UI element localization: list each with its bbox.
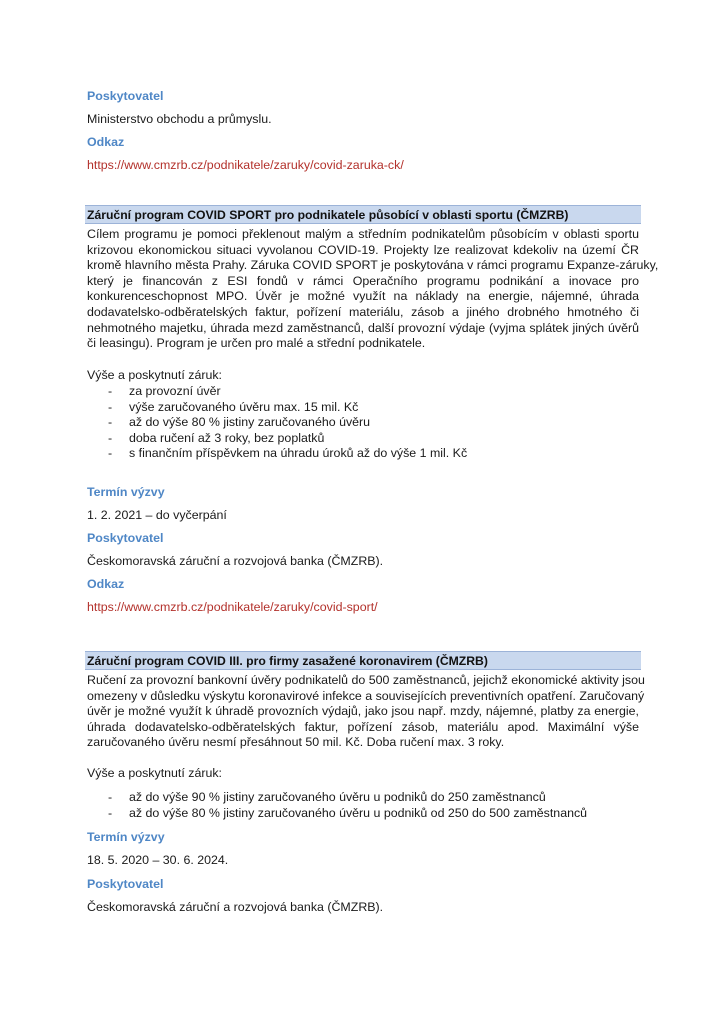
sport-paragraph [87, 227, 659, 352]
bullet-text: za provozní úvěr [129, 384, 221, 398]
bullet-dash: - [108, 430, 113, 445]
bullet-dash: - [108, 446, 113, 461]
term-label: Termín výzvy [87, 485, 165, 499]
section-heading-sport [85, 205, 641, 224]
paragraph-line: zaručovaného úvěru nesmí přesáhnout 50 mil. Kč. Doba ručení max. 3 roky. [87, 735, 505, 750]
bullet-dash: - [108, 805, 113, 820]
paragraph-line: kromě hlavního města Prahy. Záruka COVID SPORT je poskytována v rámci programu Expanze-záruky, [87, 258, 659, 273]
bullet-text: až do výše 80 % jistiny zaručovaného úvěru u podniků od 250 do 500 zaměstnanců [129, 805, 588, 820]
section-heading-covid3 [85, 651, 641, 670]
provider-label: Poskytovatel [87, 531, 164, 545]
bullet-text: doba ručení až 3 roky, bez poplatků [129, 430, 325, 445]
covid3-paragraph [87, 673, 645, 751]
paragraph-line: úvěr je možné využít k úhradě provozních výdajů, jako jsou např. mzdy, nájemné, platby za energie, [87, 704, 639, 719]
paragraph-line: který je financován z ESI fondů v rámci Operačního programu podnikání a inovace pro [87, 273, 639, 288]
section-heading-covid3-text: Záruční program COVID III. pro firmy zasažené koronavirem (ČMZRB) [87, 654, 488, 668]
provider-value: Českomoravská záruční a rozvojová banka (ČMZRB). [87, 900, 384, 914]
link-label: Odkaz [87, 577, 125, 591]
section-heading-sport-text: Záruční program COVID SPORT pro podnikatele působící v oblasti sportu (ČMZRB) [87, 208, 569, 222]
paragraph-line: dodavatelsko-odběratelských faktur, pořízení materiálu, zásob a jiného drobného hmotného či [87, 304, 639, 319]
paragraph-line: krizovou ekonomickou situaci vyvolanou COVID-19. Projekty lze realizovat kdekoliv na území ČR [87, 242, 639, 257]
link-label: Odkaz [87, 135, 125, 149]
provider-label: Poskytovatel [87, 89, 164, 103]
paragraph-line: konkurenceschopnost MPO. Úvěr je možné využít na náklady na energie, nájemné, úhrada [87, 289, 639, 304]
provider-value: Českomoravská záruční a rozvojová banka (ČMZRB). [87, 554, 384, 568]
term-value: 1. 2. 2021 – do vyčerpání [87, 508, 227, 522]
link-url[interactable]: https://www.cmzrb.cz/podnikatele/zaruky/covid-sport/ [87, 600, 378, 614]
bullet-dash: - [108, 384, 113, 398]
term-value: 18. 5. 2020 – 30. 6. 2024. [87, 853, 229, 867]
provider-value: Ministerstvo obchodu a průmyslu. [87, 112, 272, 126]
paragraph-line: omezeny v důsledku výskytu koronavirové infekce a souvisejících preventivních opatření. Zaručovaný [87, 688, 645, 703]
paragraph-line: či leasingu). Program je určen pro malé a střední podnikatele. [87, 336, 426, 351]
covid3-amount-intro: Výše a poskytnutí záruk: [87, 766, 222, 780]
bullet-dash: - [108, 790, 113, 804]
paragraph-line: Cílem programu je pomoci překlenout malým a středním podnikatelům působícím v oblasti sportu [87, 227, 639, 241]
bullet-text: výše zaručovaného úvěru max. 15 mil. Kč [129, 399, 359, 414]
bullet-dash: - [108, 399, 113, 414]
bullet-text: až do výše 90 % jistiny zaručovaného úvěru u podniků do 250 zaměstnanců [129, 790, 546, 804]
bullet-text: s finančním příspěvkem na úhradu úroků až do výše 1 mil. Kč [129, 446, 468, 461]
term-label: Termín výzvy [87, 830, 165, 844]
bullet-text: až do výše 80 % jistiny zaručovaného úvěru [129, 415, 371, 430]
paragraph-line: Ručení za provozní bankovní úvěry podnikatelů do 500 zaměstnanců, jejichž ekonomické aktivity jsou [87, 673, 645, 687]
paragraph-line: nehmotného majetku, úhrada mezd zaměstnanců, další provozní výdaje (vyjma splátek jiných úvěrů [87, 320, 639, 335]
paragraph-line: úhrada dodavatelsko-odběratelských faktur, pořízení zásob, materiálu apod. Maximální výše [87, 719, 639, 734]
provider-label: Poskytovatel [87, 877, 164, 891]
link-url[interactable]: https://www.cmzrb.cz/podnikatele/zaruky/covid-zaruka-ck/ [87, 158, 404, 172]
bullet-dash: - [108, 415, 113, 430]
sport-amount-intro: Výše a poskytnutí záruk: [87, 368, 222, 382]
